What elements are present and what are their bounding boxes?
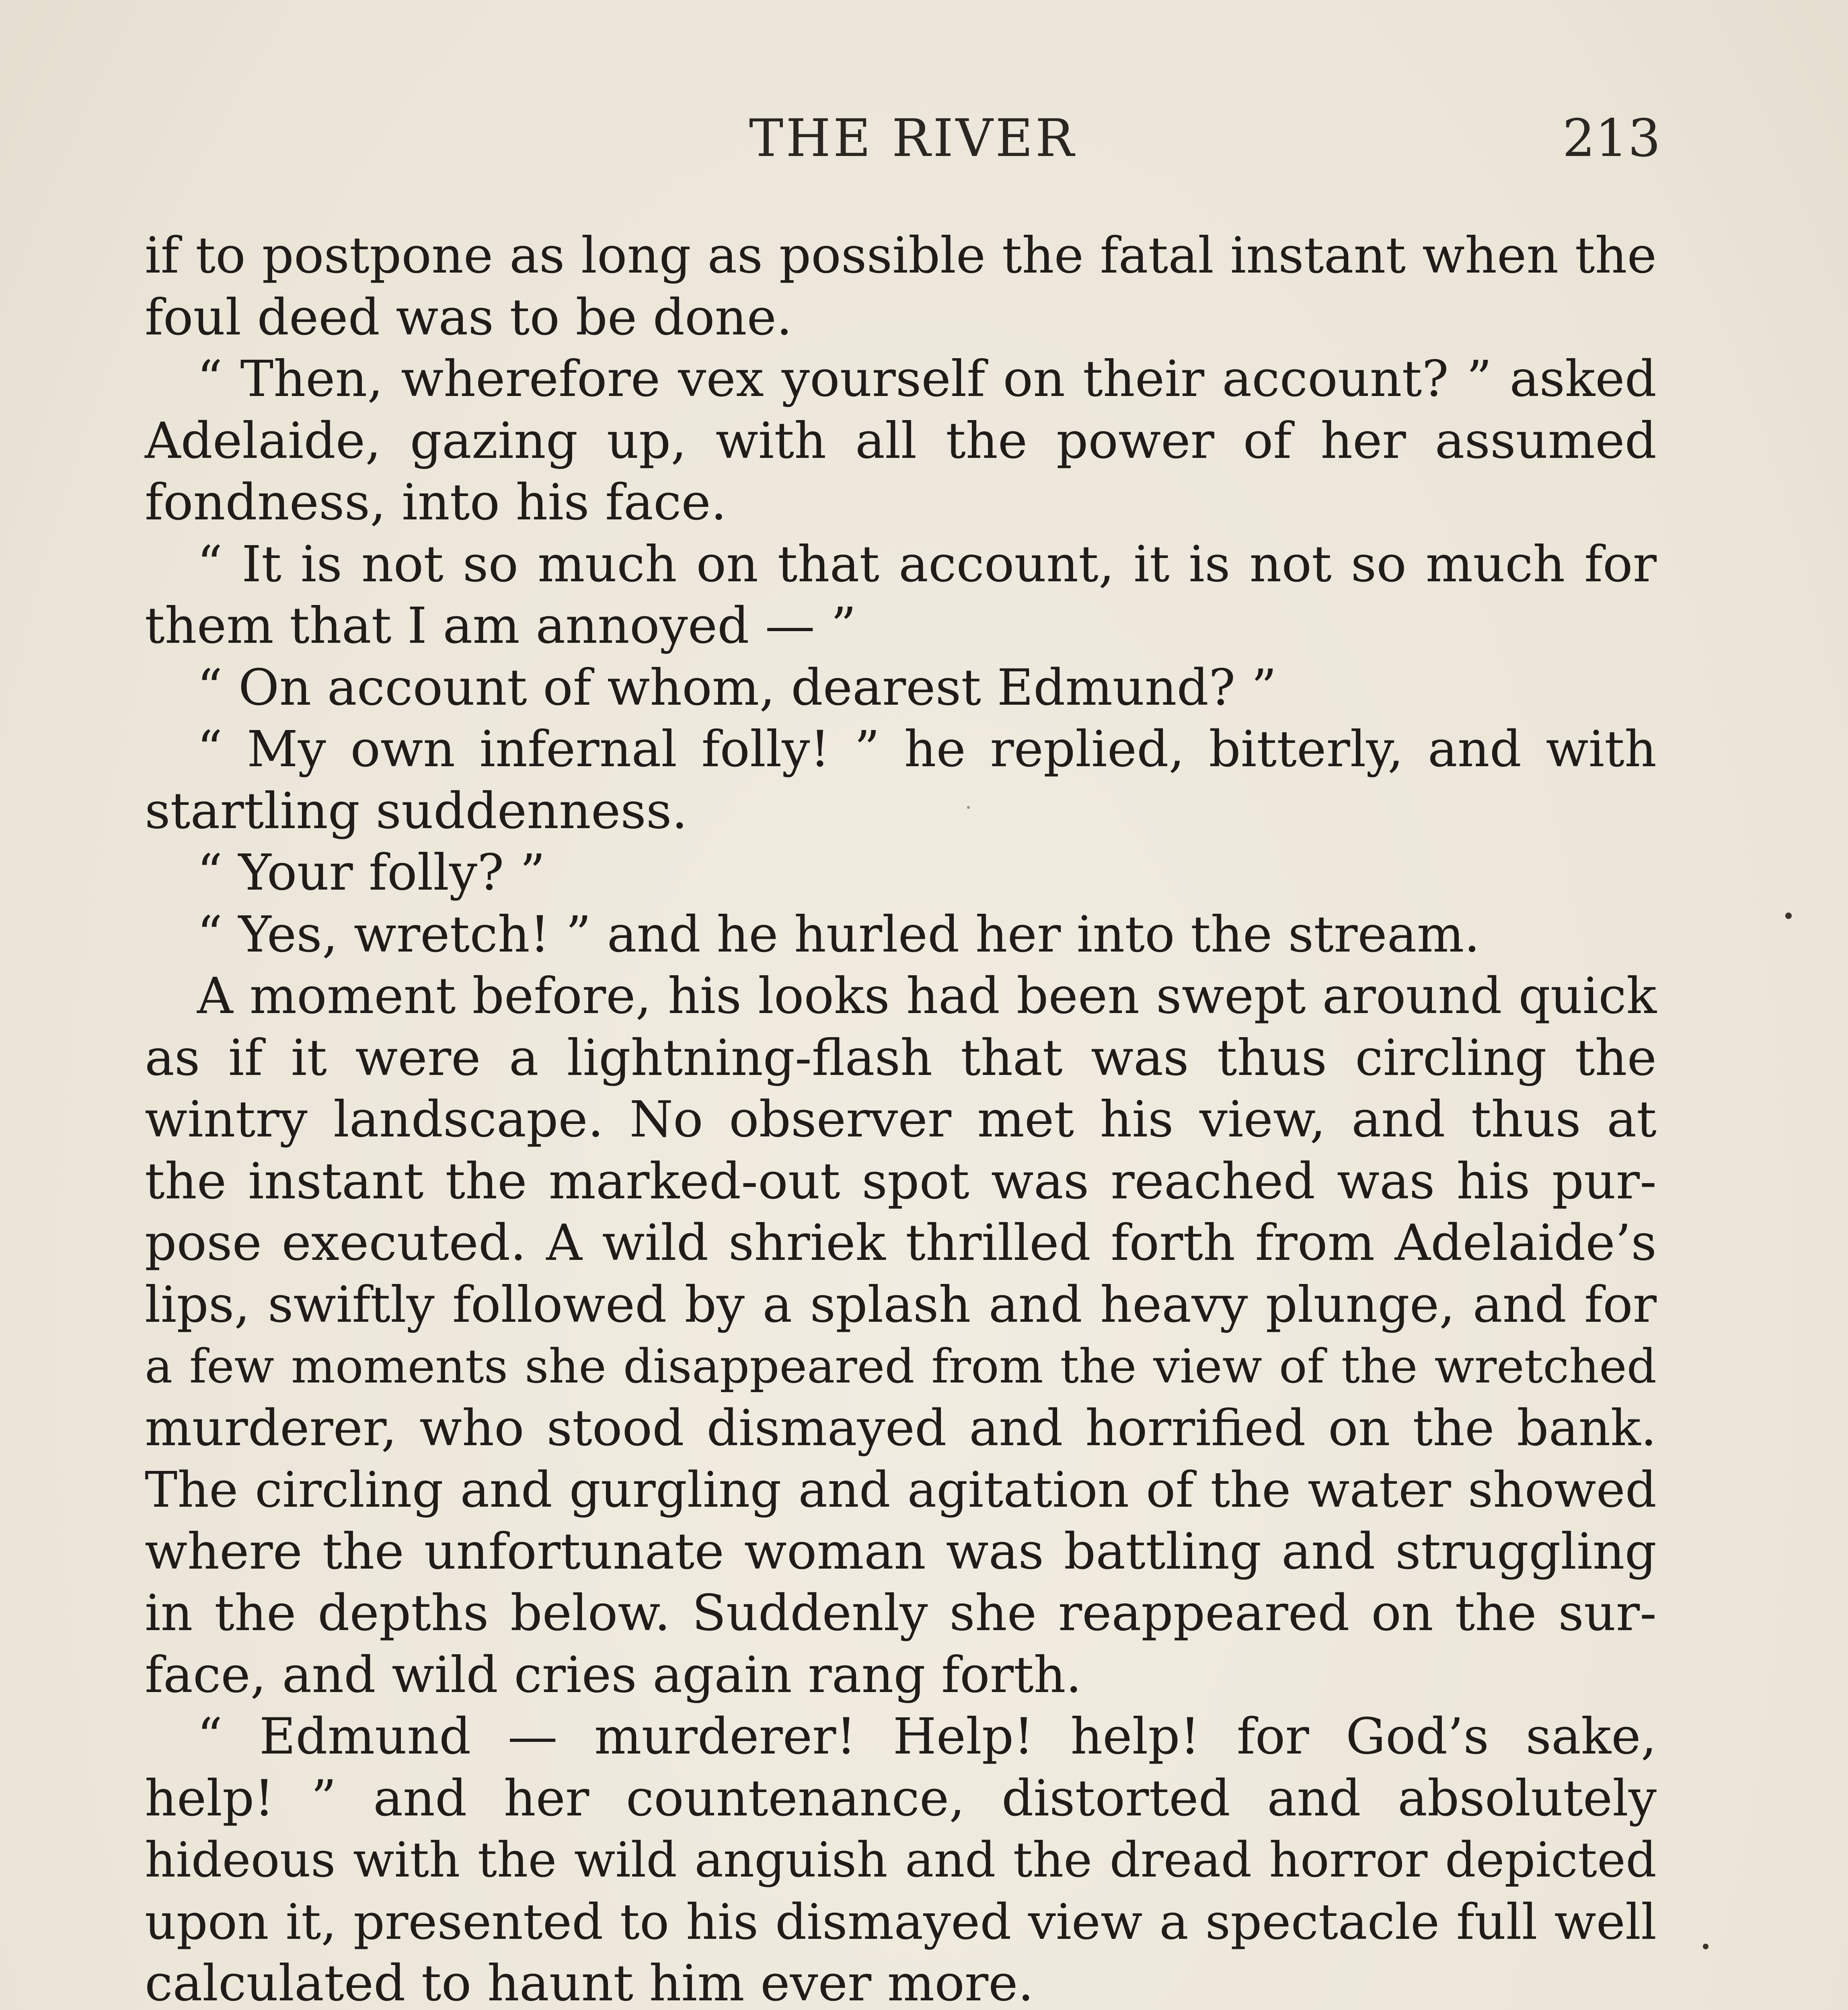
chapter-title: THE RIVER — [749, 109, 1077, 168]
paper-speck — [1703, 1944, 1708, 1949]
text-line: where the unfortunate woman was battling and struggling — [145, 1522, 1657, 1581]
text-line: in the depths below. Suddenly she reappeared on the sur- — [145, 1584, 1657, 1642]
text-line: “ Edmund — murderer! Help! help! for God’s sake, — [197, 1708, 1657, 1766]
text-line: “ Yes, wretch! ” and he hurled her into the stream. — [197, 905, 1480, 964]
text-line: The circling and gurgling and agitation of the water showed — [145, 1461, 1657, 1518]
text-line: if to postpone as long as possible the fatal instant when the — [145, 227, 1657, 285]
text-line: “ Then, wherefore vex yourself on their account? ” asked — [197, 350, 1657, 408]
text-line: lips, swiftly followed by a splash and heavy plunge, and for — [145, 1276, 1657, 1334]
text-line: fondness, into his face. — [145, 474, 727, 531]
text-line: them that I am annoyed — ” — [145, 597, 856, 655]
text-line: A moment before, his looks had been swept around quick — [197, 967, 1657, 1025]
text-line: “ On account of whom, dearest Edmund? ” — [197, 658, 1277, 717]
text-line: help! ” and her countenance, distorted and absolutely — [145, 1769, 1657, 1827]
text-line: “ My own infernal folly! ” he replied, bitterly, and with — [197, 720, 1657, 778]
text-line: “ Your folly? ” — [197, 844, 546, 902]
text-line: calculated to haunt him ever more. — [145, 1955, 1034, 2010]
paper-speck — [1785, 913, 1792, 919]
text-line: face, and wild cries again rang forth. — [145, 1646, 1082, 1704]
text-line: murderer, who stood dismayed and horrified on the bank. — [145, 1399, 1657, 1457]
text-line: upon it, presented to his dismayed view a spectacle full well — [145, 1893, 1657, 1951]
text-line: as if it were a lightning-flash that was thus circling the — [145, 1029, 1657, 1087]
text-line: pose executed. A wild shriek thrilled forth from Adelaide’s — [145, 1214, 1657, 1272]
text-line: Adelaide, gazing up, with all the power of her assumed — [145, 412, 1657, 470]
page-number: 213 — [1562, 109, 1661, 168]
text-line: “ It is not so much on that account, it is not so much for — [197, 535, 1657, 593]
text-line: wintry landscape. No observer met his view, and thus at — [145, 1091, 1657, 1149]
text-line: startling suddenness. — [145, 782, 688, 840]
running-head — [165, 109, 1661, 189]
text-line: the instant the marked-out spot was reached was his pur- — [145, 1152, 1657, 1210]
text-line: a few moments she disappeared from the view of the wretched — [145, 1339, 1657, 1394]
paper-speck — [967, 806, 970, 809]
text-line: hideous with the wild anguish and the dread horror depicted — [145, 1832, 1657, 1888]
text-line: foul deed was to be done. — [145, 288, 793, 347]
body-text — [145, 225, 1657, 2010]
